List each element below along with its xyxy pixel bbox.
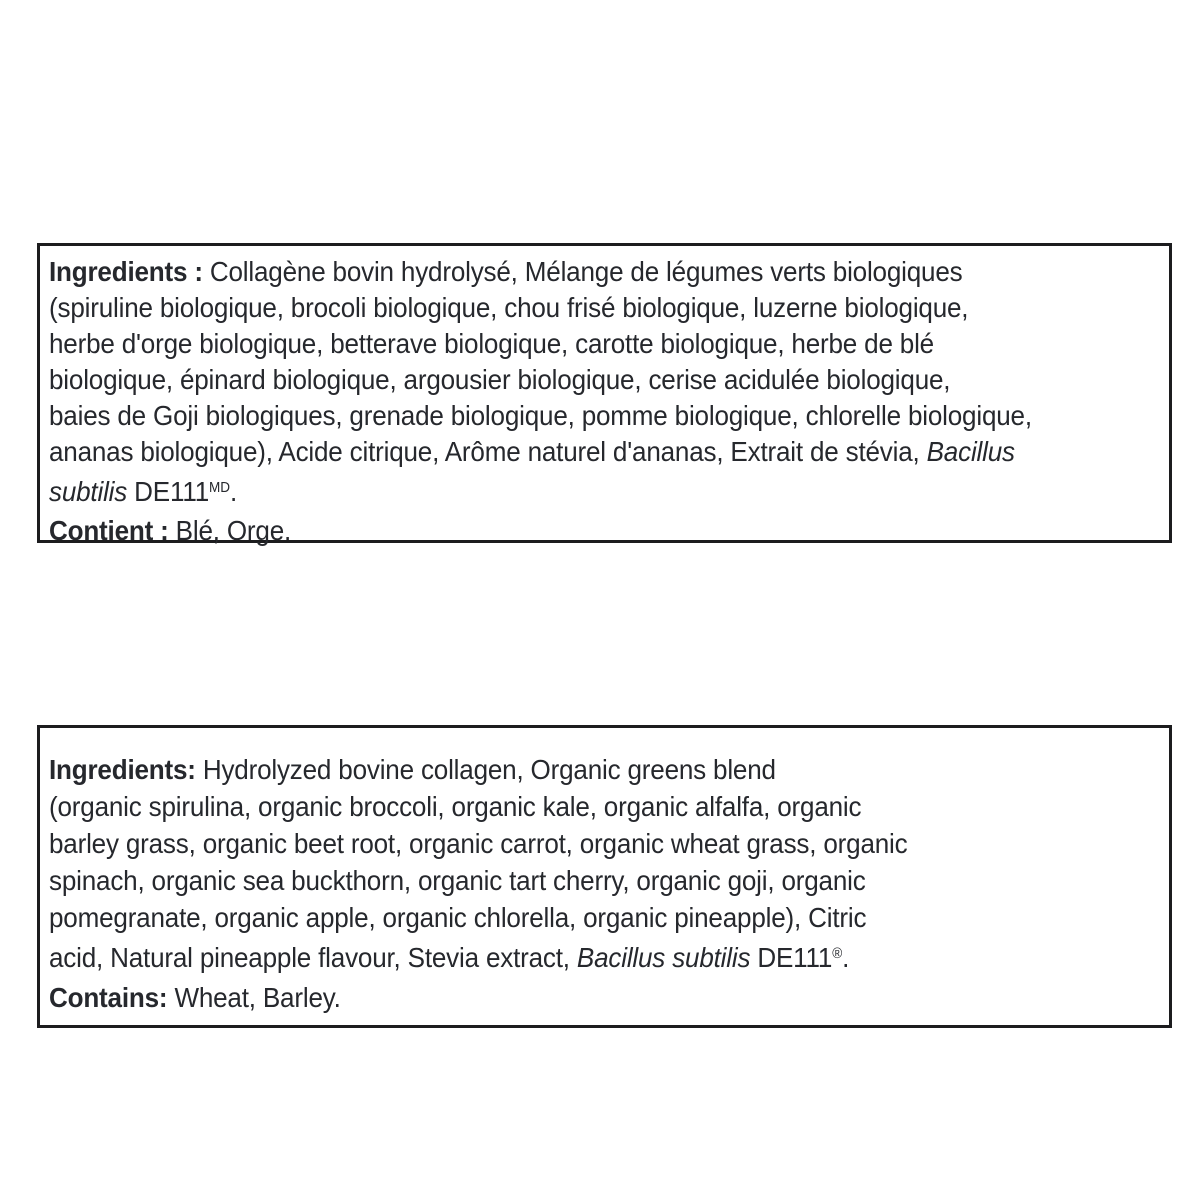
english-ingredients-panel <box>37 725 1172 1028</box>
english-ingredients-text-segment: pomegranate, organic apple, organic chlorella, organic pineapple), Citric <box>49 902 867 933</box>
french-ingredients-text-line-4 <box>49 362 1081 398</box>
french-ingredients-text-line-3 <box>49 326 1081 362</box>
english-ingredients-text-segment: Wheat, Barley. <box>174 982 341 1014</box>
french-ingredients-text-segment: subtilis <box>49 476 128 508</box>
french-ingredients-text-segment: MD <box>209 480 231 496</box>
english-ingredients-text-line-5 <box>49 899 1081 936</box>
french-ingredients-text-segment: Contient : <box>49 515 176 547</box>
english-ingredients-text-line-7 <box>49 979 1081 1016</box>
french-ingredients-text-line-7 <box>49 470 1081 510</box>
english-ingredients-text-segment: Ingredients: <box>49 754 203 785</box>
english-ingredients-text-segment: Contains: <box>49 982 175 1014</box>
french-ingredients-text-segment: . <box>230 476 238 508</box>
english-ingredients-text <box>49 751 1159 1016</box>
english-ingredients-text-segment: spinach, organic sea buckthorn, organic tart cherry, organic goji, organic <box>49 865 866 896</box>
english-ingredients-text-segment: Hydrolyzed bovine collagen, Organic greens blend <box>202 754 776 785</box>
english-ingredients-text-line-2 <box>49 788 1081 825</box>
english-ingredients-text-segment: barley grass, organic beet root, organic carrot, organic wheat grass, organic <box>49 828 908 859</box>
english-ingredients-text-line-3 <box>49 825 1081 862</box>
french-ingredients-text-segment: biologique, épinard biologique, argousier biologique, cerise acidulée biologique, <box>49 364 951 395</box>
french-ingredients-text-line-1 <box>49 254 1081 290</box>
french-ingredients-text-segment: Collagène bovin hydrolysé, Mélange de légumes verts biologiques <box>209 256 963 287</box>
french-ingredients-text-segment: Bacillus <box>926 436 1015 467</box>
french-ingredients-text-line-2 <box>49 290 1081 326</box>
english-ingredients-text-line-6 <box>49 936 1081 976</box>
french-ingredients-text-segment: Blé, Orge. <box>175 515 292 547</box>
english-ingredients-text-line-1 <box>49 751 1081 788</box>
french-ingredients-panel <box>37 243 1172 547</box>
french-ingredients-text-segment: DE111 <box>127 476 210 508</box>
french-ingredients-text-segment: ananas biologique), Acide citrique, Arôme naturel d'ananas, Extrait de stévia, <box>49 436 927 467</box>
french-ingredients-text-line-5 <box>49 398 1081 434</box>
english-ingredients-text-segment: . <box>842 942 850 974</box>
french-ingredients-text-segment: baies de Goji biologiques, grenade biologique, pomme biologique, chlorelle biologique, <box>49 400 1032 431</box>
french-ingredients-text-line-8 <box>49 513 1081 549</box>
french-ingredients-text-line-6 <box>49 434 1081 470</box>
french-ingredients-text-segment: Ingredients : <box>49 256 210 287</box>
english-ingredients-text-segment: Bacillus subtilis <box>576 942 751 974</box>
english-ingredients-text-segment: ® <box>832 946 843 962</box>
french-ingredients-text <box>49 254 1159 549</box>
english-ingredients-text-segment: DE111 <box>750 942 833 974</box>
french-ingredients-text-segment: (spiruline biologique, brocoli biologique, chou frisé biologique, luzerne biologique, <box>49 292 969 323</box>
english-ingredients-text-segment: (organic spirulina, organic broccoli, organic kale, organic alfalfa, organic <box>49 791 862 822</box>
english-ingredients-text-line-4 <box>49 862 1081 899</box>
english-ingredients-text-segment: acid, Natural pineapple flavour, Stevia extract, <box>49 942 577 974</box>
french-ingredients-text-segment: herbe d'orge biologique, betterave biologique, carotte biologique, herbe de blé <box>49 328 934 359</box>
